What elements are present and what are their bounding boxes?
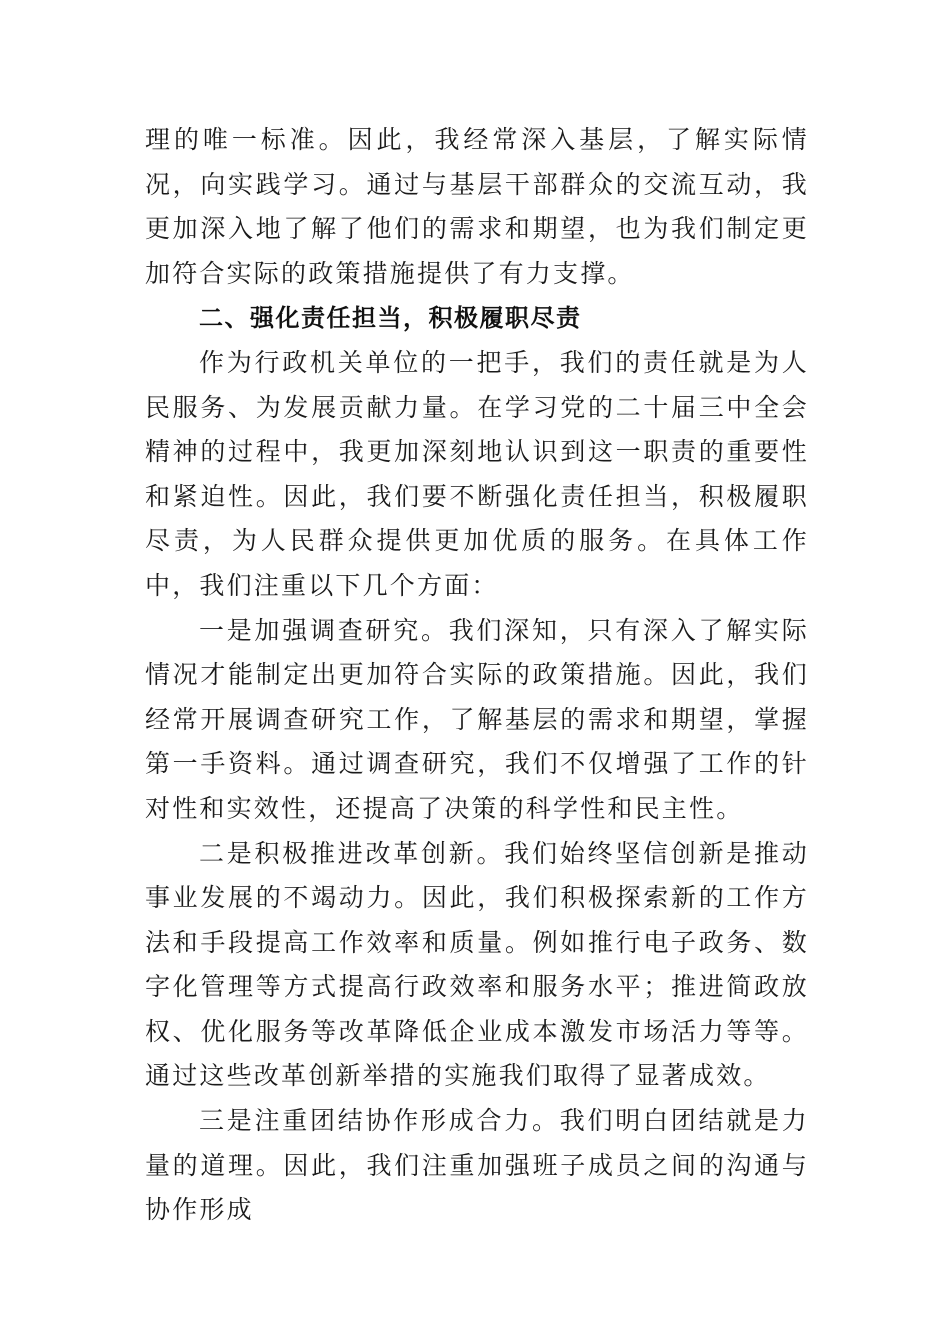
paragraph-continuation: 理的唯一标准。因此，我经常深入基层，了解实际情况，向实践学习。通过与基层干部群众的交流互动，我更加深入地了解了他们的需求和期望，也为我们制定更加符合实际的政策措施提供了有力支撑。 [145,125,809,288]
paragraph-reform: 二是积极推进改革创新。我们始终坚信创新是推动事业发展的不竭动力。因此，我们积极探索新的工作方法和手段提高工作效率和质量。例如推行电子政务、数字化管理等方式提高行政效率和服务水平；推进简政放权、优化服务等改革降低企业成本激发市场活力等等。通过这些改革创新举措的实施我们取得了显著成效。 [145,838,809,1091]
document-body [145,118,809,1233]
section-heading: 二、强化责任担当，积极履职尽责 [199,304,582,333]
paragraph-investigation: 一是加强调查研究。我们深知，只有深入了解实际情况才能制定出更加符合实际的政策措施。因此，我们经常开展调查研究工作，了解基层的需求和期望，掌握第一手资料。通过调查研究，我们不仅增强了工作的针对性和实效性，还提高了决策的科学性和民主性。 [145,615,809,823]
paragraph-teamwork: 三是注重团结协作形成合力。我们明白团结就是力量的道理。因此，我们注重加强班子成员之间的沟通与协作形成 [145,1106,809,1225]
paragraph-responsibility: 作为行政机关单位的一把手，我们的责任就是为人民服务、为发展贡献力量。在学习党的二十届三中全会精神的过程中，我更加深刻地认识到这一职责的重要性和紧迫性。因此，我们要不断强化责任担当，积极履职尽责，为人民群众提供更加优质的服务。在具体工作中，我们注重以下几个方面： [145,347,809,600]
